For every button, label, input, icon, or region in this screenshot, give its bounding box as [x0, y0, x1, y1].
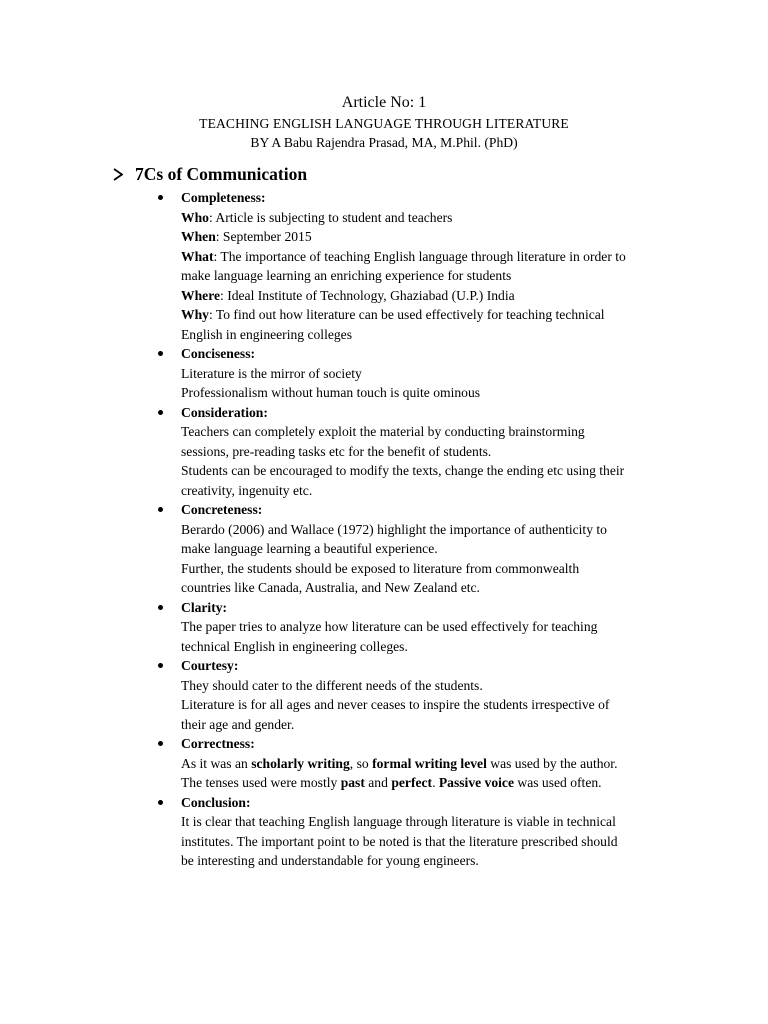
item-text: The paper tries to analyze how literature can be used effectively for teaching: [181, 619, 598, 634]
bullet-icon: [158, 195, 163, 200]
item-text: They should cater to the different needs of the students.: [181, 677, 483, 693]
item-title: Conciseness:: [181, 346, 256, 361]
item-title: Correctness:: [181, 736, 255, 751]
list-item-conciseness: [181, 344, 681, 403]
list-item-consideration: [181, 403, 681, 501]
item-text: Literature is for all ages and never ceases to inspire the students irrespective of: [181, 697, 610, 712]
when-line: When: September 2015: [181, 229, 312, 244]
section-heading-row: [113, 163, 307, 185]
item-text: Further, the students should be exposed to literature from commonwealth: [181, 560, 580, 576]
bullet-icon: [158, 605, 163, 610]
item-text: As it was an scholarly writing, so formal writing level was used by the author.: [181, 755, 618, 771]
item-text: make language learning a beautiful experience.: [181, 541, 438, 556]
item-text: Students can be encouraged to modify the texts, change the ending etc using their: [181, 463, 625, 478]
item-text: technical English in engineering colleges.: [181, 638, 408, 654]
item-title: Courtesy:: [181, 658, 239, 673]
bullet-icon: [158, 507, 163, 512]
item-text: The tenses used were mostly past and perfect. Passive voice was used often.: [181, 775, 602, 790]
list-item-correctness: [181, 734, 681, 793]
item-text: their age and gender.: [181, 716, 295, 732]
item-text: sessions, pre-reading tasks etc for the benefit of students.: [181, 443, 492, 459]
who-line: Who: Article is subjecting to student and teachers: [181, 209, 453, 225]
why-line-cont: English in engineering colleges: [181, 326, 353, 342]
item-title: Completeness:: [181, 190, 266, 205]
item-title: Clarity:: [181, 599, 228, 615]
bullet-icon: [158, 410, 163, 415]
communication-list: [181, 188, 681, 871]
item-title: Concreteness:: [181, 502, 263, 517]
item-text: Berardo (2006) and Wallace (1972) highlight the importance of authenticity to: [181, 521, 607, 537]
arrow-bullet-icon: [113, 168, 123, 181]
list-item-conclusion: [181, 793, 681, 871]
item-text: creativity, ingenuity etc.: [181, 482, 313, 498]
item-title: Consideration:: [181, 404, 268, 420]
article-number: Article No: 1: [341, 94, 427, 111]
article-title: TEACHING ENGLISH LANGUAGE THROUGH LITERATURE: [199, 116, 569, 131]
item-text: It is clear that teaching English language through literature is viable in technical: [181, 814, 616, 829]
list-item-clarity: [181, 598, 681, 657]
where-line: Where: Ideal Institute of Technology, Ghaziabad (U.P.) India: [181, 287, 515, 303]
list-item-concreteness: [181, 500, 681, 598]
item-text: Professionalism without human touch is quite ominous: [181, 385, 481, 400]
what-line-cont: make language learning an enriching experience for students: [181, 268, 512, 283]
why-line: Why: To find out how literature can be used effectively for teaching technical: [181, 307, 605, 322]
item-text: Teachers can completely exploit the material by conducting brainstorming: [181, 424, 585, 439]
item-text: be interesting and understandable for young engineers.: [181, 853, 479, 868]
list-item-completeness: [181, 188, 681, 344]
item-text: Literature is the mirror of society: [181, 365, 362, 381]
item-title: Conclusion:: [181, 794, 251, 810]
author-byline: BY A Babu Rajendra Prasad, MA, M.Phil. (PhD): [250, 135, 518, 150]
bullet-icon: [158, 800, 163, 805]
bullet-icon: [158, 351, 163, 356]
item-text: countries like Canada, Australia, and New Zealand etc.: [181, 580, 480, 595]
list-item-courtesy: [181, 656, 681, 734]
what-line: What: The importance of teaching English language through literature in order to: [181, 248, 626, 264]
bullet-icon: [158, 663, 163, 668]
section-heading: 7Cs of Communication: [135, 164, 308, 184]
bullet-icon: [158, 741, 163, 746]
item-text: institutes. The important point to be noted is that the literature prescribed should: [181, 833, 618, 849]
